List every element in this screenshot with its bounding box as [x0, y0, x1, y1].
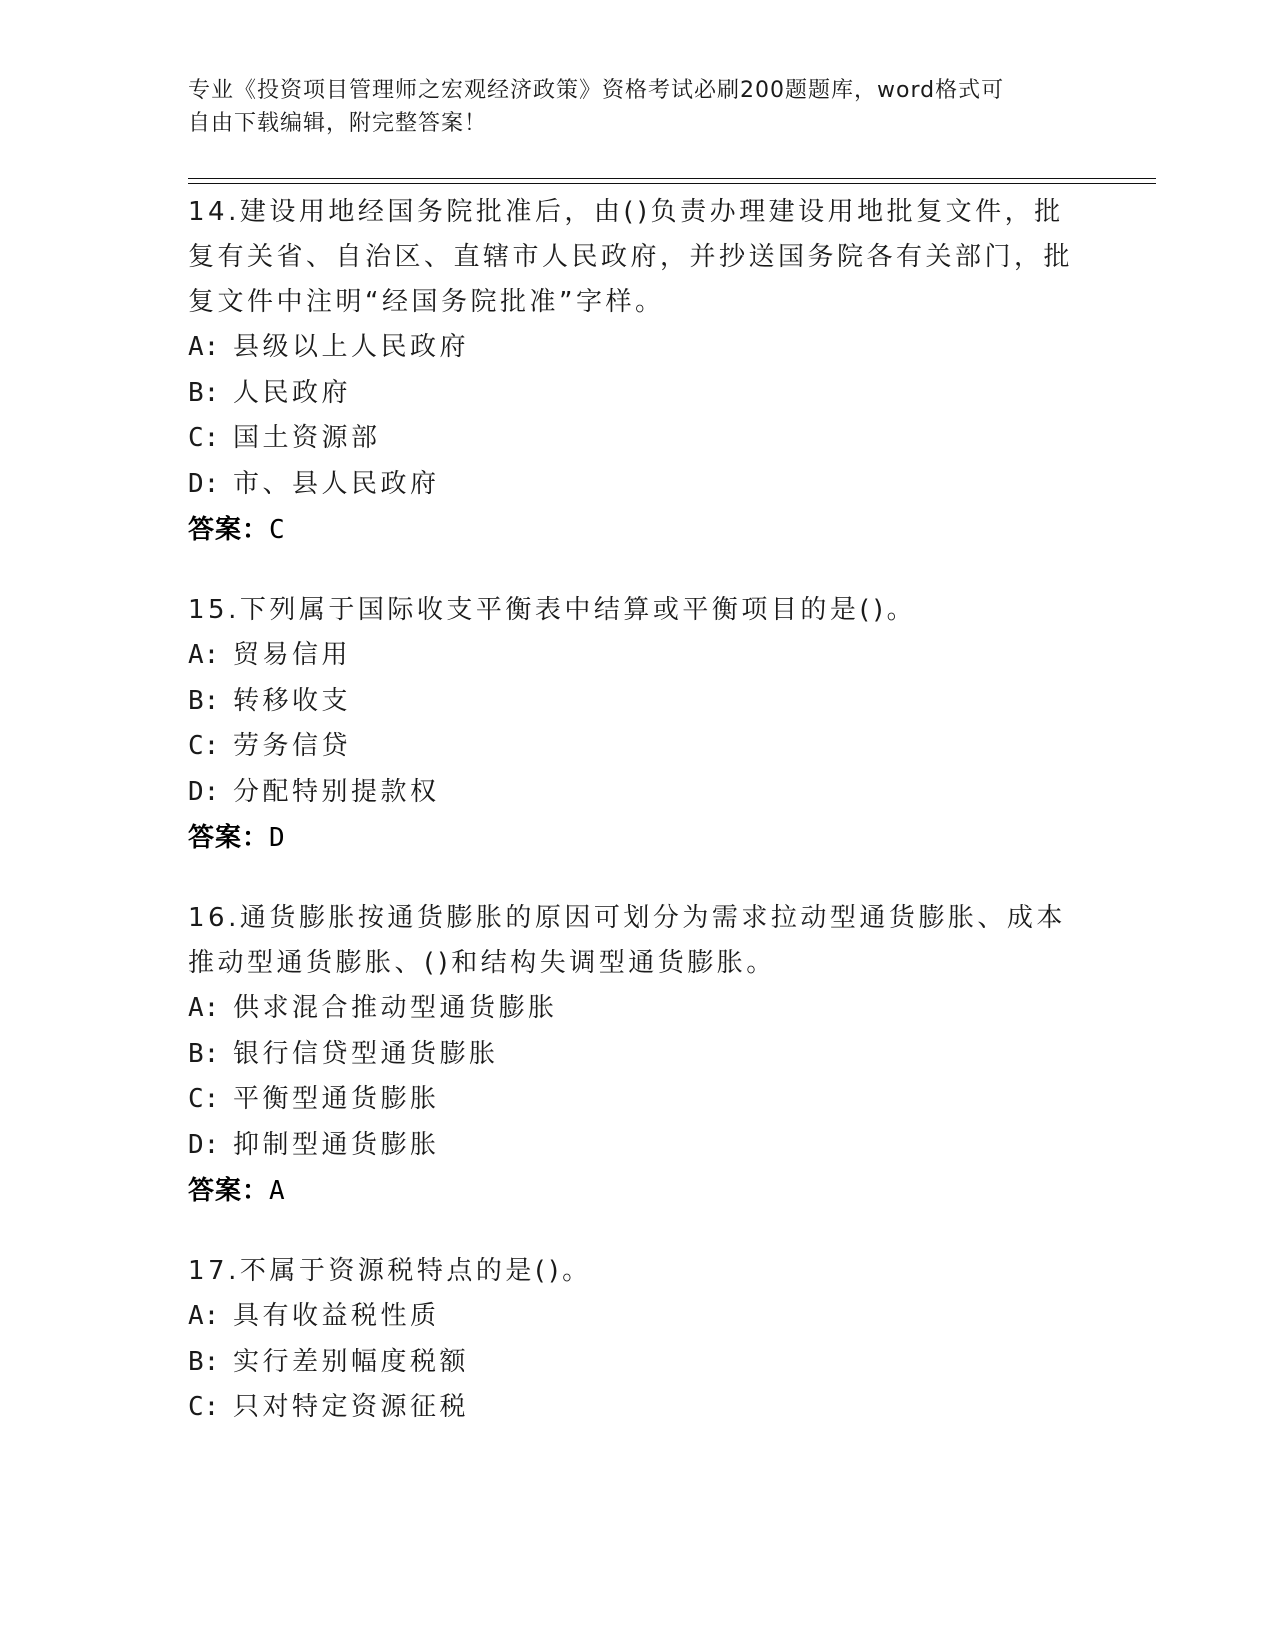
- option-c: [188, 1077, 1088, 1123]
- option-text: 实行差别幅度税额: [233, 1346, 470, 1377]
- option-a: [188, 986, 1088, 1032]
- option-d: [188, 462, 1088, 508]
- answer-value: D: [269, 823, 286, 853]
- question-14: [188, 190, 1088, 553]
- option-text: 分配特别提款权: [233, 776, 440, 807]
- answer-label: 答案：: [188, 515, 270, 545]
- option-letter: D:: [188, 776, 220, 807]
- option-text: 只对特定资源征税: [233, 1392, 470, 1422]
- option-letter: C:: [188, 1392, 220, 1422]
- answer-label: 答案：: [188, 823, 270, 853]
- option-text: 转移收支: [233, 685, 352, 716]
- option-letter: B:: [188, 1346, 220, 1377]
- option-text: 抑制型通货膨胀: [233, 1129, 440, 1160]
- answer-value: A: [269, 1176, 286, 1206]
- option-a: [188, 1294, 1088, 1340]
- option-b: [188, 1340, 1088, 1386]
- document-header: [188, 74, 1088, 140]
- option-b: [188, 371, 1088, 417]
- option-text: 银行信贷型通货膨胀: [233, 1038, 499, 1069]
- option-d: [188, 1123, 1088, 1169]
- option-a: [188, 325, 1088, 371]
- answer-label: 答案：: [188, 1176, 270, 1206]
- answer-line: [188, 1168, 1088, 1214]
- option-letter: A:: [188, 993, 220, 1023]
- option-letter: D:: [188, 468, 220, 499]
- option-letter: A:: [188, 1301, 220, 1331]
- option-text: 供求混合推动型通货膨胀: [233, 993, 558, 1023]
- option-c: [188, 724, 1088, 770]
- option-letter: C:: [188, 731, 220, 761]
- option-c: [188, 1385, 1088, 1431]
- question-list: [188, 190, 1088, 1466]
- header-divider-bottom: [188, 183, 1156, 184]
- option-letter: B:: [188, 377, 220, 408]
- option-c: [188, 416, 1088, 462]
- option-text: 国土资源部: [233, 423, 381, 453]
- option-letter: B:: [188, 685, 220, 716]
- option-a: [188, 633, 1088, 679]
- option-b: [188, 1032, 1088, 1078]
- option-text: 县级以上人民政府: [233, 332, 470, 362]
- option-text: 市、县人民政府: [233, 468, 440, 499]
- option-letter: D:: [188, 1129, 220, 1160]
- question-stem: 15.下列属于国际收支平衡表中结算或平衡项目的是()。: [188, 595, 917, 625]
- header-line-1: 专业《投资项目管理师之宏观经济政策》资格考试必刷200题题库，word格式可: [188, 78, 1005, 103]
- option-letter: C:: [188, 423, 220, 453]
- header-line-2: 自由下载编辑，附完整答案！: [188, 111, 488, 136]
- option-letter: A:: [188, 332, 220, 362]
- question-stem: 17.不属于资源税特点的是()。: [188, 1256, 592, 1286]
- option-text: 人民政府: [233, 377, 352, 408]
- option-letter: A:: [188, 640, 220, 670]
- header-divider-top: [188, 178, 1156, 179]
- question-17: [188, 1249, 1088, 1431]
- option-d: [188, 770, 1088, 816]
- question-stem: 14.建设用地经国务院批准后，由()负责办理建设用地批复文件，批复有关省、自治区、直辖市人民政府，并抄送国务院各有关部门，批复文件中注明“经国务院批准”字样。: [188, 197, 1074, 317]
- option-text: 劳务信贷: [233, 731, 352, 761]
- option-letter: C:: [188, 1084, 220, 1114]
- question-stem: 16.通货膨胀按通货膨胀的原因可划分为需求拉动型通货膨胀、成本推动型通货膨胀、()和结构失调型通货膨胀。: [188, 903, 1066, 978]
- answer-line: [188, 507, 1088, 553]
- option-b: [188, 679, 1088, 725]
- option-text: 贸易信用: [233, 640, 352, 670]
- option-letter: B:: [188, 1038, 220, 1069]
- question-16: [188, 896, 1088, 1214]
- answer-line: [188, 815, 1088, 861]
- option-text: 具有收益税性质: [233, 1301, 440, 1331]
- option-text: 平衡型通货膨胀: [233, 1084, 440, 1114]
- question-15: [188, 588, 1088, 861]
- answer-value: C: [269, 515, 286, 545]
